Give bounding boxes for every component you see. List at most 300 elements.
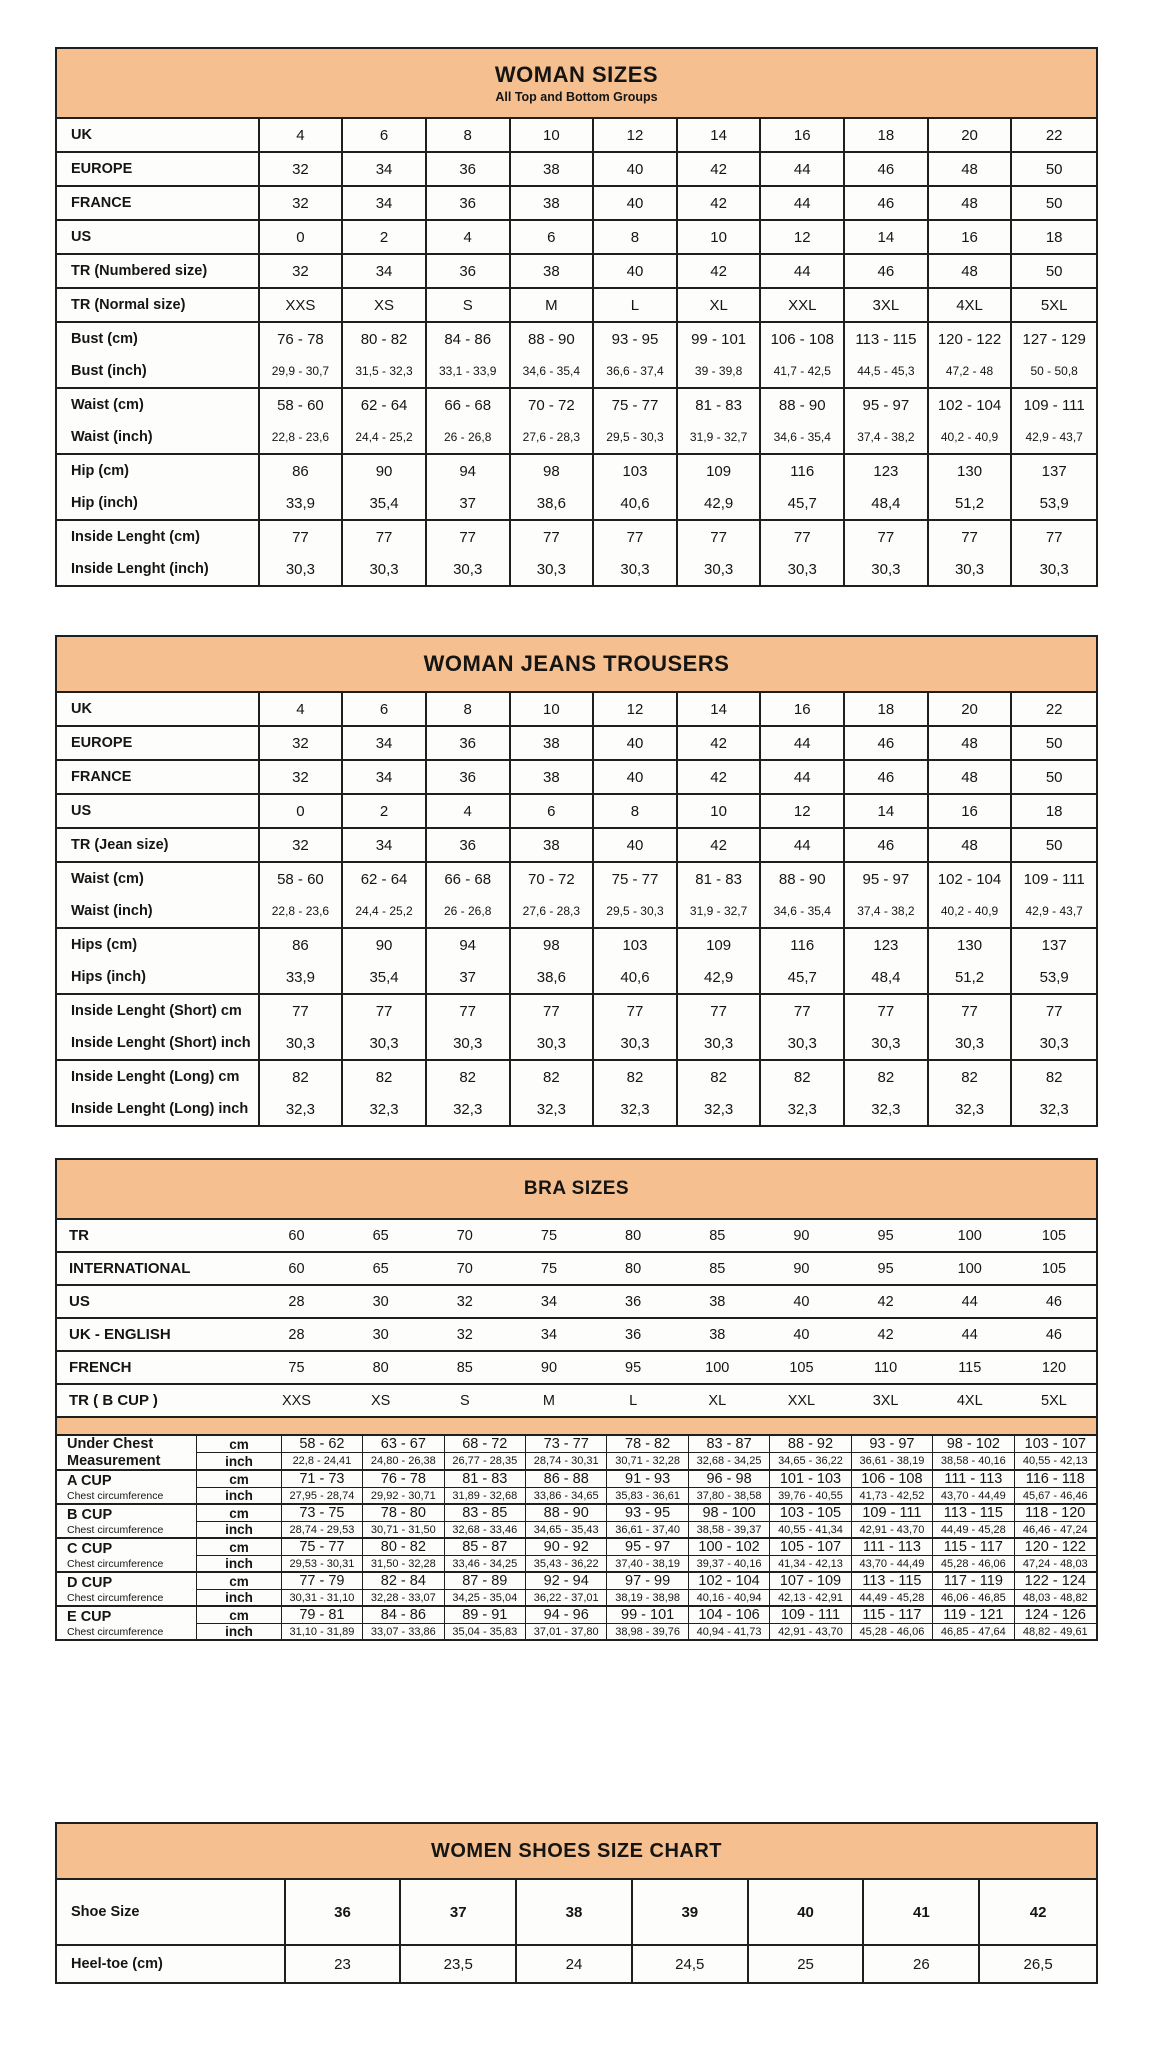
size-cell: 36 xyxy=(625,1326,642,1343)
size-cell: 90 - 92 xyxy=(526,1539,607,1555)
size-cell: 34,25 - 35,04 xyxy=(445,1590,526,1605)
size-cell: 38 xyxy=(511,727,595,759)
table-row xyxy=(57,289,1096,321)
size-cell: 73 - 75 xyxy=(282,1505,363,1521)
size-cell: 44 xyxy=(761,187,845,219)
size-cell: 32,3 xyxy=(343,1093,427,1125)
row-label: TR (Numbered size) xyxy=(57,255,260,287)
size-cell: 100 xyxy=(957,1260,982,1277)
women-shoes-table xyxy=(55,1822,1098,1984)
row-label: Waist (cm) xyxy=(57,389,260,421)
size-cell: 44 xyxy=(761,255,845,287)
size-cell: 33,9 xyxy=(260,487,344,519)
size-cell: 105 - 107 xyxy=(770,1539,851,1555)
size-cell: 39 - 39,8 xyxy=(678,355,762,387)
size-cell: 31,9 - 32,7 xyxy=(678,421,762,453)
size-cell: 42 xyxy=(678,255,762,287)
size-cell: 66 - 68 xyxy=(427,863,511,895)
size-cell: 32,3 xyxy=(594,1093,678,1125)
size-cell: 18 xyxy=(845,119,929,151)
size-cell: 109 - 111 xyxy=(770,1607,851,1623)
size-cell: 75 - 77 xyxy=(594,389,678,421)
table-row xyxy=(57,1350,1096,1383)
cup-label-sub: Chest circumference xyxy=(67,1524,164,1537)
size-cell: 77 xyxy=(1045,1002,1063,1020)
table-row xyxy=(57,355,1096,387)
size-cell: 37 xyxy=(427,961,511,993)
unit-label: inch xyxy=(197,1624,281,1639)
size-cell: 102 - 104 xyxy=(689,1573,770,1589)
size-cell: 115 - 117 xyxy=(852,1607,933,1623)
size-cell: 40,2 - 40,9 xyxy=(929,895,1013,927)
size-cell: 100 xyxy=(705,1359,730,1376)
size-cell: 42,9 - 43,7 xyxy=(1025,430,1083,444)
size-cell: 103 xyxy=(594,929,678,961)
size-cell: 6 xyxy=(343,119,427,151)
size-cell: 22,8 - 23,6 xyxy=(260,895,344,927)
size-cell: 82 xyxy=(1045,1068,1063,1086)
size-cell: 48 xyxy=(929,761,1013,793)
unit-label: inch xyxy=(197,1556,281,1571)
table-row xyxy=(57,829,1096,861)
size-cell: 68 - 72 xyxy=(445,1436,526,1452)
size-cell: 130 xyxy=(929,455,1013,487)
size-cell: 4 xyxy=(260,119,344,151)
size-cell: 76 - 78 xyxy=(260,323,344,355)
row-label xyxy=(57,1607,197,1639)
size-cell: 40 xyxy=(793,1326,810,1343)
size-cell: 42,91 - 43,70 xyxy=(770,1624,851,1639)
size-cell: 10 xyxy=(678,221,762,253)
size-cell: 20 xyxy=(929,693,1013,725)
size-cell: 122 - 124 xyxy=(1024,1573,1086,1590)
size-cell: 32,3 xyxy=(511,1093,595,1125)
size-cell: 40,16 - 40,94 xyxy=(689,1590,770,1605)
table-row xyxy=(57,389,1096,421)
size-cell: 32 xyxy=(260,255,344,287)
table-row xyxy=(197,1607,1096,1623)
size-cell: 30,3 xyxy=(594,553,678,585)
size-cell: 113 - 115 xyxy=(852,1573,933,1589)
size-cell: 30,3 xyxy=(594,1027,678,1059)
woman-sizes-subtitle: All Top and Bottom Groups xyxy=(495,90,658,104)
size-cell: 33,46 - 34,25 xyxy=(445,1556,526,1571)
size-cell: 36 xyxy=(625,1293,642,1310)
size-cell: 30,3 xyxy=(427,553,511,585)
row-group xyxy=(57,151,1096,185)
size-cell: 34 xyxy=(343,255,427,287)
size-cell: 37,4 - 38,2 xyxy=(845,895,929,927)
table-row xyxy=(57,119,1096,151)
size-cell: 40,55 - 42,13 xyxy=(1022,1455,1088,1468)
size-cell: 96 - 98 xyxy=(689,1471,770,1487)
size-cell: 84 - 86 xyxy=(363,1607,444,1623)
size-cell: 42 xyxy=(1029,1903,1047,1921)
size-cell: 66 - 68 xyxy=(427,389,511,421)
table-row xyxy=(57,1027,1096,1059)
size-cell: 40 xyxy=(594,153,678,185)
size-cell: 42,9 - 43,7 xyxy=(1025,904,1083,918)
size-cell: 40 xyxy=(749,1880,865,1944)
size-cell: 32 xyxy=(260,153,344,185)
size-cell: 82 xyxy=(260,1061,344,1093)
size-cell: 30,3 xyxy=(761,1027,845,1059)
size-cell: 44 xyxy=(761,829,845,861)
size-cell: 42 xyxy=(678,187,762,219)
row-group xyxy=(57,185,1096,219)
size-cell: 23 xyxy=(286,1946,402,1982)
woman-sizes-header xyxy=(57,49,1096,119)
size-cell: 34,6 - 35,4 xyxy=(761,421,845,453)
row-group xyxy=(57,1880,1096,1944)
size-cell: 36,61 - 37,40 xyxy=(607,1522,688,1537)
row-group xyxy=(57,1944,1096,1982)
row-label: INTERNATIONAL xyxy=(69,1260,191,1277)
size-cell: 39 xyxy=(633,1880,749,1944)
size-cell: 45,7 xyxy=(761,961,845,993)
row-label xyxy=(57,1471,197,1503)
size-cell: 27,6 - 28,3 xyxy=(511,421,595,453)
row-label: FRANCE xyxy=(57,187,260,219)
size-cell: 33,1 - 33,9 xyxy=(427,355,511,387)
size-cell: 46 xyxy=(1045,1326,1062,1343)
size-cell: 115 - 117 xyxy=(933,1539,1014,1555)
table-row xyxy=(197,1555,1096,1571)
row-group xyxy=(57,927,1096,993)
size-cell: 16 xyxy=(929,221,1013,253)
row-group xyxy=(57,287,1096,321)
size-cell: 82 xyxy=(594,1061,678,1093)
size-cell: 30,3 xyxy=(343,553,427,585)
size-cell: 8 xyxy=(594,221,678,253)
size-cell: 30,3 xyxy=(1039,560,1069,578)
table-row xyxy=(57,1251,1096,1284)
size-cell: 40,55 - 41,34 xyxy=(770,1522,851,1537)
size-cell: 4XL xyxy=(929,289,1013,321)
unit-label: inch xyxy=(197,1590,281,1605)
table-row xyxy=(197,1589,1096,1605)
size-cell: 111 - 113 xyxy=(933,1471,1014,1487)
size-cell: 42 xyxy=(877,1326,894,1343)
cup-label-sub: Chest circumference xyxy=(67,1558,164,1571)
bra-sizes-table xyxy=(55,1158,1098,1641)
size-cell: 77 xyxy=(1045,528,1063,546)
size-cell: 28 xyxy=(288,1293,305,1310)
size-cell: L xyxy=(629,1392,638,1409)
size-cell: 77 xyxy=(678,521,762,553)
size-cell: 44,49 - 45,28 xyxy=(852,1590,933,1605)
size-cell: 46 xyxy=(845,761,929,793)
woman-sizes-title: WOMAN SIZES xyxy=(494,62,659,87)
table-row xyxy=(57,995,1096,1027)
size-cell: 30,3 xyxy=(343,1027,427,1059)
row-group xyxy=(57,993,1096,1059)
size-cell: 73 - 77 xyxy=(526,1436,607,1452)
size-cell: 14 xyxy=(678,693,762,725)
cup-rows xyxy=(197,1539,1096,1571)
cup-rows xyxy=(197,1607,1096,1639)
size-cell: 105 xyxy=(1041,1260,1067,1277)
size-cell: 35,04 - 35,83 xyxy=(445,1624,526,1639)
table-row xyxy=(57,153,1096,185)
size-cell: 62 - 64 xyxy=(343,389,427,421)
size-cell: 88 - 90 xyxy=(761,389,845,421)
size-cell: 34 xyxy=(343,153,427,185)
size-cell: 37,4 - 38,2 xyxy=(845,421,929,453)
cup-label-main: A CUP xyxy=(67,1472,112,1489)
size-cell: 34 xyxy=(343,829,427,861)
size-cell: 38,98 - 39,76 xyxy=(607,1624,688,1639)
row-label: Inside Lenght (Short) inch xyxy=(57,1027,260,1059)
table-row xyxy=(57,795,1096,827)
bra-cups-grid xyxy=(57,1434,1096,1639)
size-cell: 81 - 83 xyxy=(445,1471,526,1487)
size-cell: 77 xyxy=(427,995,511,1027)
table-row xyxy=(197,1487,1096,1503)
size-cell: 81 - 83 xyxy=(678,863,762,895)
size-cell: 40,94 - 41,73 xyxy=(689,1624,770,1639)
size-cell: 80 - 82 xyxy=(363,1539,444,1555)
row-label: Bust (inch) xyxy=(57,355,260,387)
size-cell: 27,95 - 28,74 xyxy=(282,1488,363,1503)
size-cell: 89 - 91 xyxy=(445,1607,526,1623)
size-cell: 32,3 xyxy=(260,1093,344,1125)
size-cell: 16 xyxy=(929,795,1013,827)
row-label: Waist (inch) xyxy=(57,421,260,453)
unit-label: cm xyxy=(197,1505,281,1521)
size-cell: 38 xyxy=(511,829,595,861)
row-label: Inside Lenght (Short) cm xyxy=(57,995,260,1027)
size-cell: 48 xyxy=(929,727,1013,759)
size-cell: 33,9 xyxy=(260,961,344,993)
size-cell: XS xyxy=(343,289,427,321)
size-cell: 26 - 26,8 xyxy=(427,421,511,453)
row-label: EUROPE xyxy=(57,153,260,185)
woman-sizes-grid xyxy=(57,119,1096,585)
row-label: Waist (inch) xyxy=(57,895,260,927)
unit-label: cm xyxy=(197,1573,281,1589)
size-cell: 113 - 115 xyxy=(845,323,929,355)
table-row xyxy=(57,421,1096,453)
size-cell: 109 xyxy=(678,455,762,487)
size-cell: 18 xyxy=(845,693,929,725)
table-row xyxy=(197,1471,1096,1487)
size-cell: 44 xyxy=(761,761,845,793)
table-row xyxy=(57,221,1096,253)
size-cell: 111 - 113 xyxy=(852,1539,933,1555)
cup-group xyxy=(57,1469,1096,1503)
size-cell: 32,68 - 34,25 xyxy=(689,1453,770,1469)
size-cell: 60 xyxy=(288,1227,305,1244)
size-cell: XXL xyxy=(761,289,845,321)
size-cell: XXS xyxy=(260,289,344,321)
table-row xyxy=(57,693,1096,725)
row-label: US xyxy=(69,1293,90,1310)
size-cell: XS xyxy=(370,1392,391,1409)
size-cell: 109 xyxy=(678,929,762,961)
size-cell: 16 xyxy=(761,119,845,151)
table-row xyxy=(197,1452,1096,1469)
size-cell: 44 xyxy=(961,1293,978,1310)
size-cell: 42,9 xyxy=(678,961,762,993)
cup-label-sub: Chest circumference xyxy=(67,1592,164,1605)
size-cell: 22,8 - 23,6 xyxy=(260,421,344,453)
size-cell: 46 xyxy=(845,829,929,861)
size-cell: 39,76 - 40,55 xyxy=(770,1488,851,1503)
unit-label: cm xyxy=(197,1436,281,1452)
size-cell: 14 xyxy=(845,221,929,253)
size-cell: 20 xyxy=(929,119,1013,151)
size-cell: 83 - 87 xyxy=(689,1436,770,1452)
row-label: Inside Lenght (cm) xyxy=(57,521,260,553)
size-cell: 78 - 80 xyxy=(363,1505,444,1521)
size-cell: 92 - 94 xyxy=(526,1573,607,1589)
size-cell: 34,6 - 35,4 xyxy=(511,355,595,387)
size-cell: 44 xyxy=(761,727,845,759)
size-cell: 77 xyxy=(260,995,344,1027)
size-cell: 80 xyxy=(625,1227,642,1244)
row-label: Waist (cm) xyxy=(57,863,260,895)
size-cell: 48,82 - 49,61 xyxy=(1022,1625,1088,1638)
size-cell: 34,65 - 36,22 xyxy=(770,1453,851,1469)
woman-jeans-title: WOMAN JEANS TROUSERS xyxy=(423,651,730,676)
size-cell: 118 - 120 xyxy=(1025,1505,1086,1522)
size-cell: 53,9 xyxy=(1039,494,1069,512)
cup-rows xyxy=(197,1573,1096,1605)
size-cell: 70 xyxy=(456,1227,473,1244)
size-cell: 80 xyxy=(372,1359,389,1376)
size-cell: 30,3 xyxy=(929,553,1013,585)
row-group xyxy=(57,1059,1096,1125)
size-cell: 42 xyxy=(877,1293,894,1310)
table-row xyxy=(57,1220,1096,1251)
size-cell: 76 - 78 xyxy=(363,1471,444,1487)
size-cell: 2 xyxy=(343,795,427,827)
size-cell: 36 xyxy=(427,761,511,793)
size-cell: 6 xyxy=(511,221,595,253)
size-cell: 6 xyxy=(511,795,595,827)
unit-label: inch xyxy=(197,1488,281,1503)
size-cell: 46 xyxy=(845,187,929,219)
size-cell: 0 xyxy=(260,795,344,827)
size-cell: 77 xyxy=(343,995,427,1027)
women-shoes-grid xyxy=(57,1880,1096,1982)
table-row xyxy=(57,323,1096,355)
size-cell: 0 xyxy=(260,221,344,253)
size-cell: 113 - 115 xyxy=(933,1505,1014,1521)
size-cell: 38,58 - 40,16 xyxy=(933,1453,1014,1469)
table-row xyxy=(57,961,1096,993)
row-label: TR ( B CUP ) xyxy=(69,1392,158,1409)
size-cell: 16 xyxy=(761,693,845,725)
size-cell: 30,3 xyxy=(845,1027,929,1059)
size-cell: 88 - 90 xyxy=(511,323,595,355)
row-group xyxy=(57,119,1096,151)
size-cell: 24 xyxy=(517,1946,633,1982)
row-label xyxy=(57,1436,197,1469)
size-cell: 75 xyxy=(288,1359,305,1376)
size-cell: 27,6 - 28,3 xyxy=(511,895,595,927)
size-cell: 8 xyxy=(427,693,511,725)
woman-sizes-table xyxy=(55,47,1098,587)
size-cell: 50 xyxy=(1045,734,1063,752)
size-cell: 12 xyxy=(761,221,845,253)
row-label xyxy=(57,1505,197,1537)
unit-label: cm xyxy=(197,1607,281,1623)
row-label: UK - ENGLISH xyxy=(69,1326,171,1343)
size-cell: 36 xyxy=(427,153,511,185)
size-cell: 123 xyxy=(845,929,929,961)
size-cell: 30,3 xyxy=(427,1027,511,1059)
row-label: Heel-toe (cm) xyxy=(57,1946,286,1982)
size-cell: 77 xyxy=(678,995,762,1027)
size-cell: 82 xyxy=(427,1061,511,1093)
size-cell: 26 - 26,8 xyxy=(427,895,511,927)
size-cell: 119 - 121 xyxy=(933,1607,1014,1623)
size-cell: 90 xyxy=(343,929,427,961)
size-cell: 41,7 - 42,5 xyxy=(761,355,845,387)
size-cell: 10 xyxy=(678,795,762,827)
size-cell: 5XL xyxy=(1041,1392,1067,1409)
size-cell: 107 - 109 xyxy=(770,1573,851,1589)
row-group xyxy=(57,219,1096,253)
row-group xyxy=(57,693,1096,725)
size-cell: 37,01 - 37,80 xyxy=(526,1624,607,1639)
size-cell: 40,2 - 40,9 xyxy=(929,421,1013,453)
size-cell: 6 xyxy=(343,693,427,725)
woman-jeans-header xyxy=(57,637,1096,693)
table-row xyxy=(197,1539,1096,1555)
size-cell: 32 xyxy=(260,761,344,793)
size-cell: 14 xyxy=(678,119,762,151)
size-cell: 33,07 - 33,86 xyxy=(363,1624,444,1639)
size-cell: 106 - 108 xyxy=(852,1471,933,1487)
row-label: FRANCE xyxy=(57,761,260,793)
size-cell: 44,5 - 45,3 xyxy=(845,355,929,387)
bra-sizes-grid xyxy=(57,1220,1096,1416)
size-cell: 41,73 - 42,52 xyxy=(852,1488,933,1503)
size-cell: 82 xyxy=(343,1061,427,1093)
size-cell: 35,83 - 36,61 xyxy=(607,1488,688,1503)
size-cell: 80 - 82 xyxy=(343,323,427,355)
size-cell: 93 - 95 xyxy=(594,323,678,355)
size-cell: 26 xyxy=(864,1946,980,1982)
cup-label-main: C CUP xyxy=(67,1540,113,1557)
size-cell: 38,6 xyxy=(511,487,595,519)
size-cell: 38 xyxy=(511,153,595,185)
row-label: EUROPE xyxy=(57,727,260,759)
table-row xyxy=(57,255,1096,287)
size-cell: 36 xyxy=(427,187,511,219)
size-cell: 101 - 103 xyxy=(770,1471,851,1487)
size-cell: 29,92 - 30,71 xyxy=(363,1488,444,1503)
size-cell: M xyxy=(511,289,595,321)
size-cell: 102 - 104 xyxy=(929,389,1013,421)
size-cell: 32 xyxy=(456,1326,473,1343)
size-cell: 30 xyxy=(372,1326,389,1343)
size-cell: 106 - 108 xyxy=(761,323,845,355)
size-cell: 95 xyxy=(877,1227,894,1244)
size-cell: 3XL xyxy=(872,1392,899,1409)
size-cell: 70 - 72 xyxy=(511,389,595,421)
size-cell: 58 - 60 xyxy=(260,863,344,895)
size-cell: 30,3 xyxy=(511,553,595,585)
size-cell: 102 - 104 xyxy=(929,863,1013,895)
size-cell: 85 xyxy=(709,1260,726,1277)
table-row xyxy=(57,1317,1096,1350)
size-cell: 48 xyxy=(929,829,1013,861)
size-cell: 2 xyxy=(343,221,427,253)
